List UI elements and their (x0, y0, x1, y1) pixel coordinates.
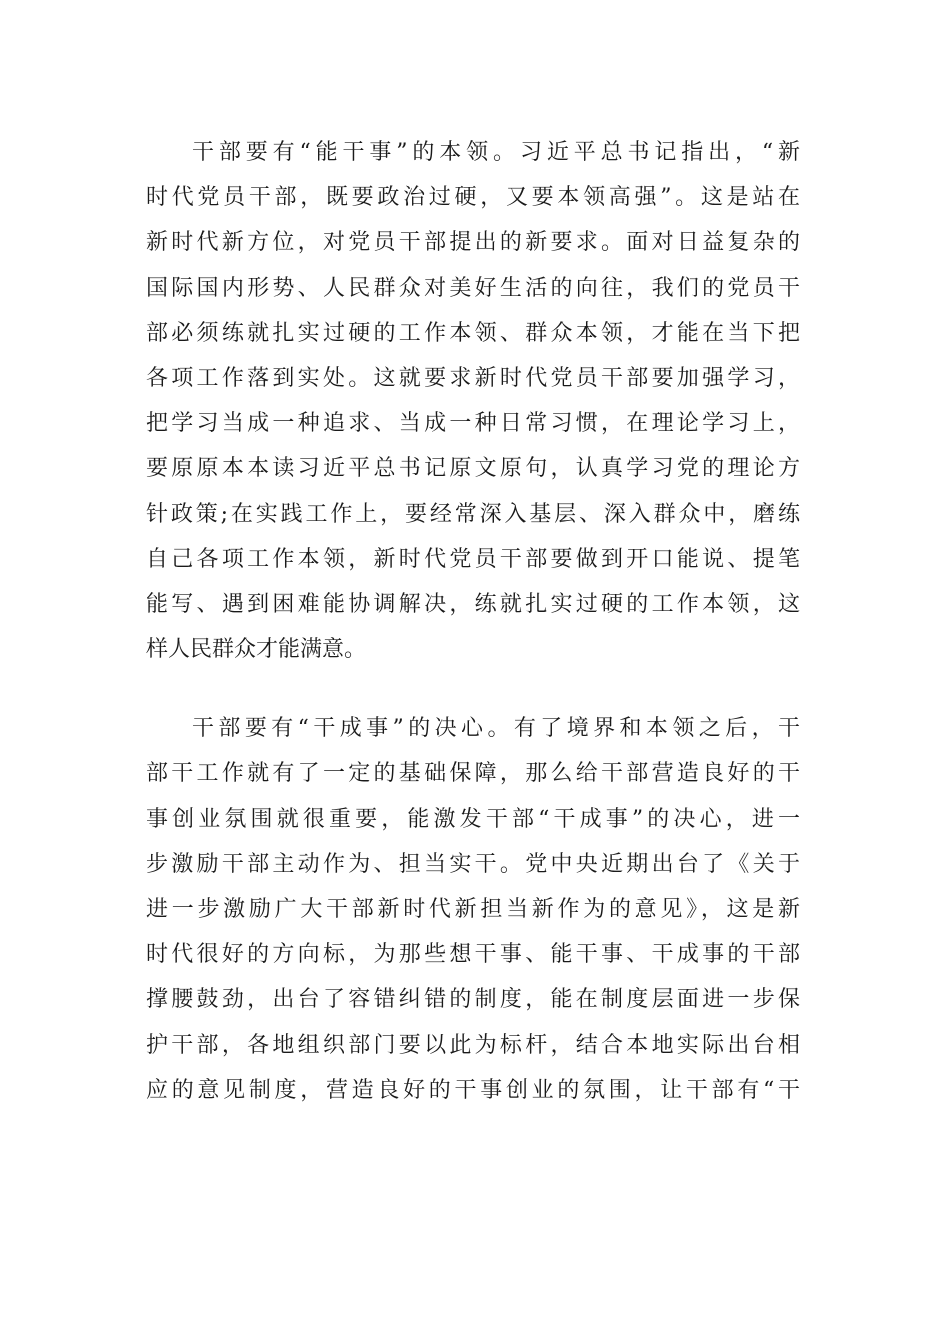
paragraph-determination (146, 706, 800, 1113)
text-line: 新时代新方位，对党员干部提出的新要求。面对日益复杂的 (146, 230, 800, 256)
text-line: 时代很好的方向标，为那些想干事、能干事、干成事的干部 (146, 942, 800, 968)
text-line: 把学习当成一种追求、当成一种日常习惯，在理论学习上， (146, 411, 800, 437)
paragraph-spacer (146, 672, 800, 706)
text-line: 步激励干部主动作为、担当实干。党中央近期出台了《关于 (146, 851, 800, 877)
text-line: 进一步激励广大干部新时代新担当新作为的意见》，这是新 (146, 897, 800, 922)
text-line: 干部要有“干成事”的决心。有了境界和本领之后，干 (192, 716, 800, 742)
text-line: 能写、遇到困难能协调解决，练就扎实过硬的工作本领，这 (146, 591, 800, 617)
text-line: 应的意见制度，营造良好的干事创业的氛围，让干部有“干 (146, 1077, 800, 1103)
paragraph-ability (146, 130, 800, 672)
text-line: 事创业氛围就很重要，能激发干部“干成事”的决心，进一 (146, 806, 800, 832)
text-line: 护干部，各地组织部门要以此为标杆，结合本地实际出台相 (146, 1032, 800, 1058)
text-line: 部干工作就有了一定的基础保障，那么给干部营造良好的干 (146, 761, 800, 787)
text-line: 自己各项工作本领，新时代党员干部要做到开口能说、提笔 (146, 546, 800, 572)
text-line: 时代党员干部，既要政治过硬，又要本领高强”。这是站在 (146, 185, 800, 211)
text-line: 样人民群众才能满意。 (146, 637, 367, 663)
text-line: 撑腰鼓劲，出台了容错纠错的制度，能在制度层面进一步保 (146, 987, 800, 1013)
document-body (146, 130, 800, 1113)
text-line: 部必须练就扎实过硬的工作本领、群众本领，才能在当下把 (146, 320, 800, 346)
text-line: 要原原本本读习近平总书记原文原句，认真学习党的理论方 (146, 456, 800, 482)
text-line: 干部要有“能干事”的本领。习近平总书记指出，“新 (192, 140, 800, 165)
text-line: 国际国内形势、人民群众对美好生活的向往，我们的党员干 (146, 275, 800, 301)
text-line: 各项工作落到实处。这就要求新时代党员干部要加强学习， (146, 365, 800, 391)
text-line: 针政策;在实践工作上，要经常深入基层、深入群众中，磨练 (146, 501, 800, 527)
